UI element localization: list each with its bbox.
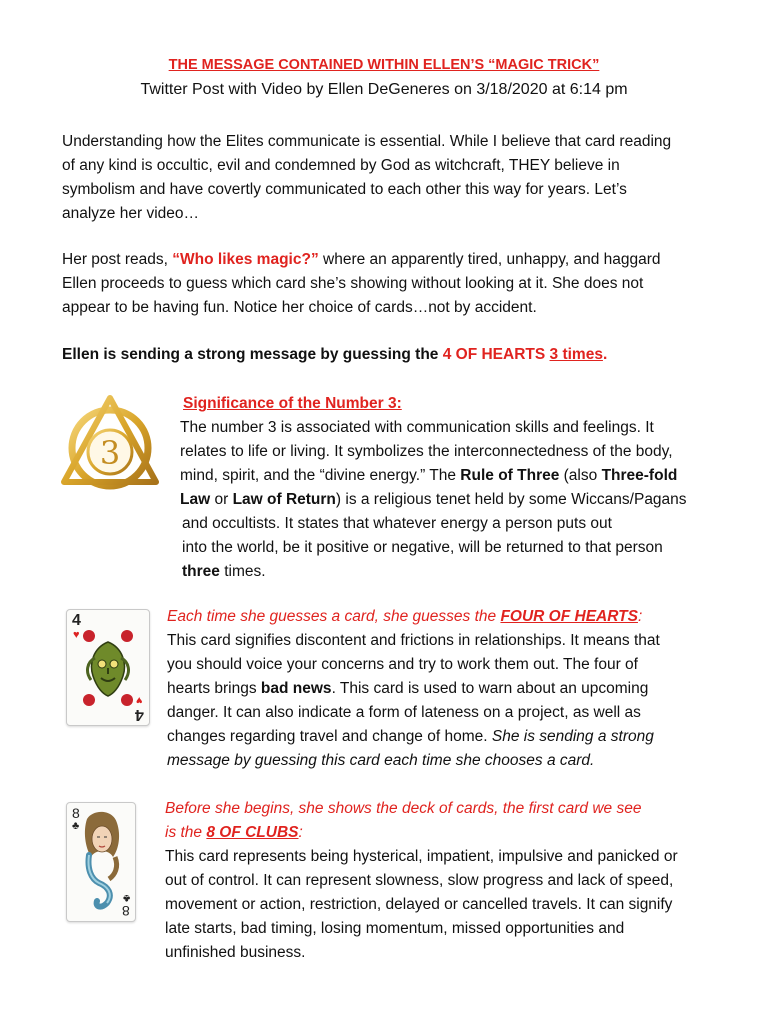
eight-clubs-line: This card represents being hysterical, impatient, impulsive and panicked or xyxy=(165,848,678,865)
four-hearts-intro xyxy=(167,605,660,629)
post-text: where an apparently tired, unhappy, and haggard xyxy=(318,251,661,268)
intro-paragraph xyxy=(62,130,671,226)
eight-of-clubs-card-image xyxy=(66,802,136,922)
post-line-1 xyxy=(62,248,661,272)
eight-clubs-intro-2 xyxy=(165,821,678,845)
number3-line-3 xyxy=(180,464,687,488)
number3-line: into the world, be it positive or negative, will be returned to that person xyxy=(182,539,663,556)
post-text: Her post reads, xyxy=(62,251,173,268)
four-hearts-line-6: message by guessing this card each time she chooses a card. xyxy=(167,752,595,769)
eight-clubs-section xyxy=(165,797,678,965)
intro-line: analyze her video… xyxy=(62,205,199,222)
number3-line: The number 3 is associated with communication skills and feelings. It xyxy=(180,419,654,436)
card-rank-inverted: 4 xyxy=(135,706,144,723)
intro-line: symbolism and have covertly communicated to each other this way for years. Let’s xyxy=(62,181,627,198)
symbol-digit: 3 xyxy=(99,434,121,472)
post-paragraph xyxy=(62,248,661,320)
club-suit-icon: ♣ xyxy=(72,820,80,832)
statement-text: Ellen is sending a strong message by guessing the xyxy=(62,346,443,363)
intro-line: of any kind is occultic, evil and condemned by God as witchcraft, THEY believe in xyxy=(62,157,620,174)
post-line-3: appear to be having fun. Notice her choice of cards…not by accident. xyxy=(62,299,537,316)
post-quote: “Who likes magic?” xyxy=(172,251,319,268)
number3-line-7 xyxy=(182,560,687,584)
four-hearts-section xyxy=(167,605,660,773)
four-hearts-line: This card signifies discontent and frictions in relationships. It means that xyxy=(167,632,660,649)
club-suit-icon: ♣ xyxy=(122,892,130,904)
eight-clubs-line: late starts, bad timing, losing momentum, missed opportunities and xyxy=(165,920,625,937)
eight-clubs-line: unfinished business. xyxy=(165,944,306,961)
number3-text: ) is a religious tenet held by some Wiccans/Pagans xyxy=(335,491,687,508)
number3-line: and occultists. It states that whatever energy a person puts out xyxy=(182,515,612,532)
three-fold: Three-fold xyxy=(601,467,678,484)
number3-text: (also xyxy=(559,467,602,484)
four-hearts-line-5 xyxy=(167,725,660,749)
eight-clubs-intro-text: is the xyxy=(165,824,207,841)
four-of-hearts-card-image xyxy=(66,609,150,726)
four-hearts-italic: She is sending a strong xyxy=(491,728,654,745)
card-rank: 4 xyxy=(72,612,81,629)
four-hearts-text: . This card is used to warn about an upcoming xyxy=(331,680,649,697)
card-art-icon xyxy=(79,809,125,915)
eight-clubs-intro-end: : xyxy=(298,824,303,841)
four-hearts-intro-end: : xyxy=(637,608,643,625)
statement-times: 3 times xyxy=(549,346,603,363)
four-hearts-line: danger. It can also indicate a form of lateness on a project, as well as xyxy=(167,704,641,721)
number3-heading: Significance of the Number 3: xyxy=(183,395,402,412)
statement-end: . xyxy=(602,346,608,363)
card-rank: 8 xyxy=(72,805,80,821)
triquetra-three-symbol-icon xyxy=(58,392,162,496)
number3-text: mind, spirit, and the “divine energy.” The xyxy=(180,467,461,484)
intro-line: Understanding how the Elites communicate is essential. While I believe that card reading xyxy=(62,133,672,150)
four-hearts-intro-text: Each time she guesses a card, she guesses the xyxy=(167,608,501,625)
three-word: three xyxy=(182,563,220,580)
heart-suit-icon: ♥ xyxy=(73,629,80,641)
eight-clubs-line: movement or action, restriction, delayed or cancelled travels. It can signify xyxy=(165,896,673,913)
four-hearts-text: hearts brings xyxy=(167,680,261,697)
statement-card: 4 OF HEARTS xyxy=(442,346,546,363)
eight-clubs-card-name: 8 OF CLUBS xyxy=(206,824,299,841)
four-hearts-card-name: FOUR OF HEARTS xyxy=(500,608,638,625)
statement-line xyxy=(62,343,607,367)
four-hearts-line-3 xyxy=(167,677,660,701)
document-title: THE MESSAGE CONTAINED WITHIN ELLEN’S “MAGIC TRICK” xyxy=(168,57,600,73)
eight-clubs-line: out of control. It can represent slowness, slow progress and lack of speed, xyxy=(165,872,674,889)
number3-text: or xyxy=(210,491,233,508)
law-word: Law xyxy=(180,491,211,508)
four-hearts-text: changes regarding travel and change of home. xyxy=(167,728,492,745)
number3-text: times. xyxy=(219,563,266,580)
post-line-2: Ellen proceeds to guess which card she’s showing without looking at it. She does not xyxy=(62,275,644,292)
card-art-icon xyxy=(79,628,137,708)
heart-suit-icon: ♥ xyxy=(136,694,143,706)
document-subtitle: Twitter Post with Video by Ellen DeGeneres on 3/18/2020 at 6:14 pm xyxy=(140,81,628,98)
four-hearts-line: you should voice your concerns and try to work them out. The four of xyxy=(167,656,638,673)
number3-section xyxy=(180,392,687,584)
card-rank-inverted: 8 xyxy=(122,903,130,919)
bad-news: bad news xyxy=(260,680,332,697)
eight-clubs-intro-1: Before she begins, she shows the deck of cards, the first card we see xyxy=(165,800,642,817)
rule-of-three: Rule of Three xyxy=(460,467,560,484)
number3-line-4 xyxy=(180,488,687,512)
law-of-return: Law of Return xyxy=(232,491,336,508)
number3-line: relates to life or living. It symbolizes the interconnectedness of the body, xyxy=(180,443,673,460)
